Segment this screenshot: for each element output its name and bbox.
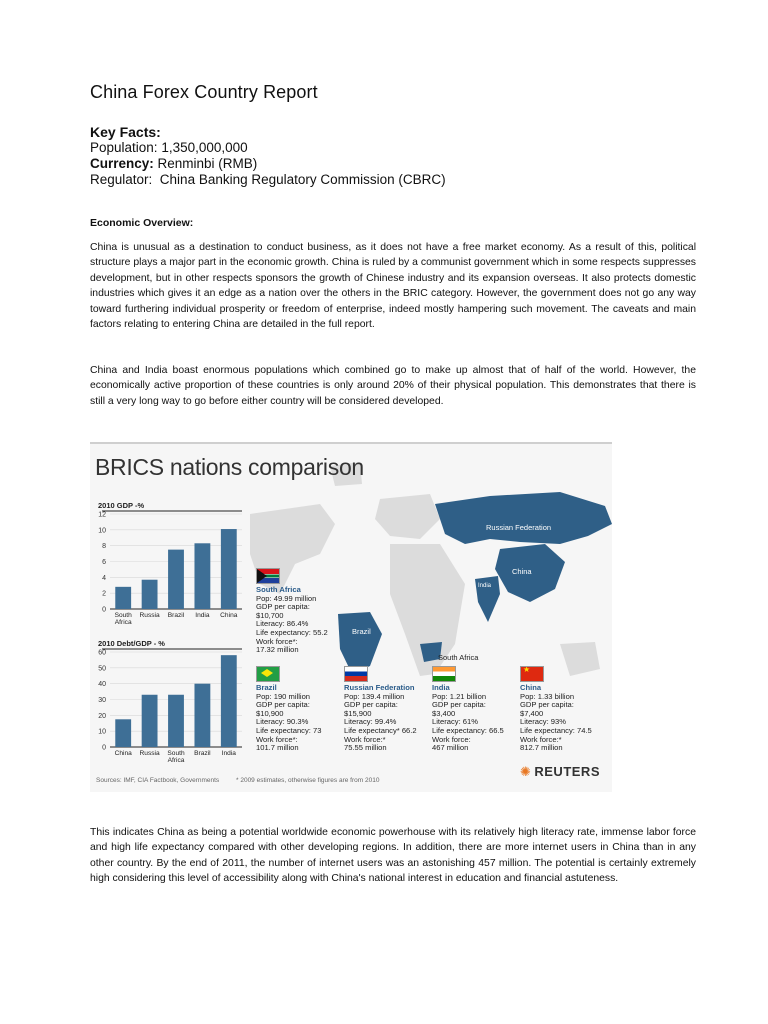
regulator-label: Regulator: <box>90 172 153 187</box>
country-name: China <box>520 683 542 692</box>
stat-line: Life expectancy: 66.5 <box>432 725 504 735</box>
brazil-flag-icon <box>256 666 280 682</box>
x-tick-label: China <box>114 750 132 757</box>
stat-line: Literacy: 86.4% <box>256 619 309 629</box>
paragraph: This indicates China as being a potential worldwide economic powerhouse with its relatively high literacy rate, immense labor force and high life expectancy compared with other developing regions. In addition, there are more internet users in China than in any other country. By the end of 2011, the number of internet users was an astonishing 457 million. The potential is certainly extremely high considering this level of accessibility along with China's national interest in education and financial astuteness. <box>90 827 696 885</box>
stat-line: Life expectancy: 55.2 <box>256 627 328 637</box>
x-tick-label: Russia <box>139 750 160 757</box>
bar-china <box>221 529 237 609</box>
map-label-brazil: Brazil <box>352 627 371 636</box>
stat-line: Work force*: <box>256 734 298 744</box>
map-label-russia: Russian Federation <box>486 523 552 532</box>
country-card-south-africa <box>256 568 328 655</box>
stat-line: $3,400 <box>432 708 456 718</box>
y-tick-label: 50 <box>98 665 106 673</box>
population-value: 1,350,000,000 <box>157 140 248 155</box>
bar-russia <box>142 695 158 747</box>
infographic-note: * 2009 estimates, otherwise figures are from 2010 <box>236 777 380 784</box>
stat-line: Pop: 139.4 million <box>344 691 405 701</box>
y-tick-label: 10 <box>98 527 106 535</box>
y-tick-label: 2 <box>102 590 106 598</box>
stat-line: Pop: 1.33 billion <box>520 691 575 701</box>
x-tick-label: Africa <box>114 619 132 626</box>
debt-chart <box>98 639 242 764</box>
page-title: China Forex Country Report <box>90 82 318 102</box>
y-tick-label: 0 <box>102 744 106 752</box>
stat-line: Work force*: <box>256 636 298 646</box>
country-name: South Africa <box>256 585 301 594</box>
stat-line: $10,700 <box>256 610 284 620</box>
stat-line: Literacy: 61% <box>432 717 479 727</box>
stat-line: 812.7 million <box>520 743 563 753</box>
india-flag-icon <box>432 666 456 682</box>
stat-line: $15,900 <box>344 708 372 718</box>
population-label: Population: <box>90 140 158 155</box>
chart-title: 2010 GDP -% <box>98 501 145 510</box>
stat-line: Work force: <box>432 734 471 744</box>
map-label-south-africa: South Africa <box>438 653 479 662</box>
stat-line: Life expectancy: 73 <box>256 725 322 735</box>
russia-flag-icon <box>344 666 368 682</box>
stat-line: GDP per capita: <box>256 602 310 612</box>
stat-line: Literacy: 90.3% <box>256 717 309 727</box>
x-tick-label: Brazil <box>167 612 185 619</box>
country-name: Russian Federation <box>344 683 415 692</box>
stat-line: Work force:* <box>344 734 386 744</box>
stat-line: Pop: 190 million <box>256 691 311 701</box>
x-tick-label: China <box>220 612 238 619</box>
stat-line: 75.55 million <box>344 743 387 753</box>
key-facts-heading: Key Facts: <box>90 124 161 140</box>
x-tick-label: India <box>195 612 210 619</box>
x-tick-label: Africa <box>167 757 185 764</box>
y-tick-label: 4 <box>102 574 106 582</box>
stat-line: 101.7 million <box>256 743 299 753</box>
bar-china <box>115 719 131 747</box>
key-facts <box>90 124 446 188</box>
stat-line: Literacy: 93% <box>520 717 567 727</box>
infographic-source: Sources: IMF, CIA Factbook, Governments <box>96 777 220 784</box>
reuters-dot-icon: ✺ <box>519 764 532 779</box>
bar-brazil <box>168 550 184 609</box>
y-tick-label: 0 <box>102 606 106 614</box>
country-card-brazil <box>256 666 321 753</box>
stat-line: Pop: 49.99 million <box>256 593 317 603</box>
infographic-title: BRICS nations comparison <box>95 454 364 480</box>
map-label-china: China <box>512 567 532 576</box>
china-flag-icon: ★ <box>520 666 544 682</box>
y-tick-label: 40 <box>98 681 106 689</box>
bar-russia <box>142 580 158 609</box>
stat-line: $10,900 <box>256 708 284 718</box>
stat-line: Work force:* <box>520 734 562 744</box>
bar-south-africa <box>115 587 131 609</box>
x-tick-label: India <box>221 750 236 757</box>
y-tick-label: 20 <box>98 712 106 720</box>
gdp-chart <box>98 501 242 626</box>
x-tick-label: South <box>114 612 132 619</box>
bar-india <box>194 543 210 609</box>
stat-line: Literacy: 99.4% <box>344 717 397 727</box>
russia-region <box>435 492 612 544</box>
y-tick-label: 30 <box>98 697 106 704</box>
stat-line: GDP per capita: <box>344 700 398 710</box>
y-tick-label: 10 <box>98 728 106 736</box>
x-tick-label: South <box>167 750 185 757</box>
currency-label: Currency: <box>90 156 154 171</box>
south-africa-flag-icon <box>256 568 280 584</box>
country-name: India <box>432 683 450 692</box>
y-tick-label: 8 <box>102 543 106 551</box>
brazil-region <box>338 612 382 674</box>
stat-line: 17.32 million <box>256 645 299 655</box>
currency-value: Renminbi (RMB) <box>153 156 258 171</box>
map-label-india: India <box>478 583 492 589</box>
brics-infographic <box>90 442 612 792</box>
country-name: Brazil <box>256 683 277 692</box>
stat-line: 467 million <box>432 743 469 753</box>
stat-line: Life expectancy: 74.5 <box>520 725 592 735</box>
bar-brazil <box>194 684 210 747</box>
y-tick-label: 12 <box>98 511 106 519</box>
economic-overview-title: Economic Overview: <box>90 217 194 229</box>
stat-line: Life expectancy* 66.2 <box>344 725 417 735</box>
stat-line: $7,400 <box>520 708 544 718</box>
country-card-india <box>432 666 504 753</box>
country-card-russia <box>344 666 417 753</box>
x-tick-label: Brazil <box>194 750 211 757</box>
stat-line: GDP per capita: <box>520 700 574 710</box>
x-tick-label: Russia <box>139 612 160 619</box>
paragraph: China is unusual as a destination to conduct business, as it does not have a free market economy. As a result of this, political structure plays a major part in the economic growth. China is ruled by a communist government which in some respects suppresses development, but in other respects sponsors the growth of Chinese industry and its expansion overseas. It also protects domestic industries which gives it an edge as a nation over the others in the BRIC category. However, the government does not go any way toward furthering individual prosperity or freedom of enterprise, indeed mostly hampering such movement. The caveats and main factors relating to entering China are detailed in the full report. <box>90 242 696 331</box>
bar-india <box>221 655 237 747</box>
stat-line: GDP per capita: <box>432 700 486 710</box>
y-tick-label: 6 <box>102 559 106 566</box>
paragraph: China and India boast enormous populations which combined go to make up almost that of half of the world. However, the economically active proportion of these countries is only around 20% of their physical population. This demonstrates that there is still a very long way to go before either country will be considered developed. <box>90 365 696 407</box>
stat-line: Pop: 1.21 billion <box>432 691 487 701</box>
bar-south-africa <box>168 695 184 747</box>
stat-line: GDP per capita: <box>256 700 310 710</box>
regulator-value: China Banking Regulatory Commission (CBRC) <box>152 172 446 187</box>
brand-label: REUTERS <box>534 764 600 779</box>
y-tick-label: 60 <box>98 649 106 657</box>
country-card-china <box>520 666 592 753</box>
reuters-logo <box>520 764 600 780</box>
currency-line <box>90 156 446 172</box>
chart-title: 2010 Debt/GDP - % <box>98 639 165 648</box>
population-line <box>90 140 446 156</box>
regulator-line <box>90 172 446 188</box>
